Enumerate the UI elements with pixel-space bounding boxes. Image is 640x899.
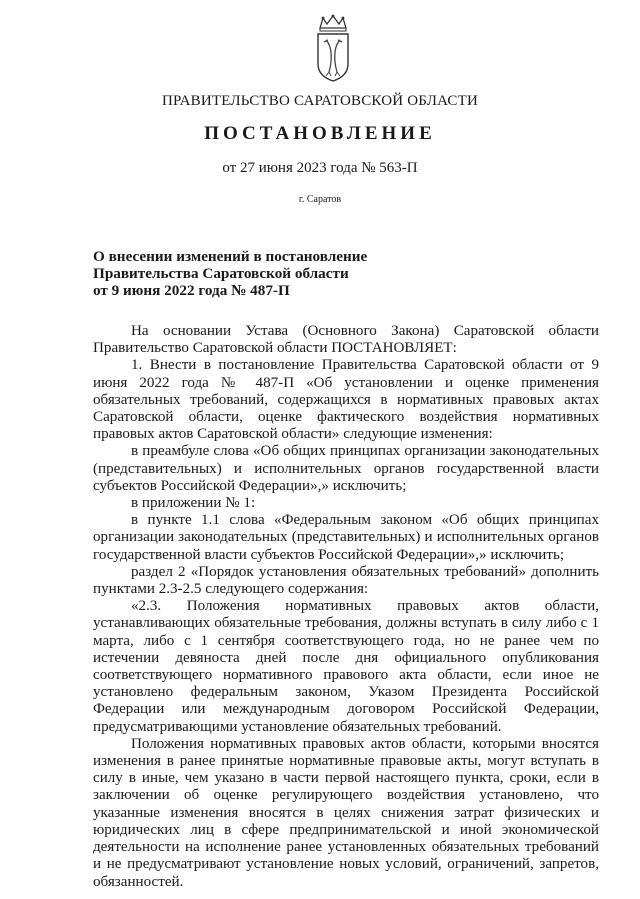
subject-line: О внесении изменений в постановление: [93, 248, 368, 265]
body-paragraph: «2.3. Положения нормативных правовых актов области, устанавливающих обязательные требования, должны вступать в силу либо с 1 марта, либо с 1 сентября соответствующего года, но не ранее чем по истечении девяноста дней после дня официального опубликования соответствующего нормативного правового акта области, если иное не установлено федеральным законом, Указом Президента Российской Федерации или международным договором Российской Федерации, предусматривающими установление обязательных требований.: [93, 598, 599, 735]
body-paragraph: в преамбуле слова «Об общих принципах организации законодательных (представительных) и исполнительных органов государственной власти субъектов Российской Федерации»,» исключить;: [93, 443, 599, 494]
document-date-number: от 27 июня 2023 года № 563-П: [222, 160, 418, 176]
subject-line: Правительства Саратовской области: [93, 265, 349, 282]
body-paragraph: раздел 2 «Порядок установления обязательных требований» дополнить пунктами 2.3-2.5 следующего содержания:: [93, 563, 599, 598]
saratov-coat-of-arms-icon: [314, 14, 352, 84]
document-subject: [93, 248, 513, 299]
body-paragraph: в пункте 1.1 слова «Федеральным законом «Об общих принципах организации законодательных (представительных) и исполнительных органов государственной власти субъектов Российской Федерации»,» исключить;: [93, 512, 599, 563]
subject-line: от 9 июня 2022 года № 487-П: [93, 282, 290, 299]
document-type: ПОСТАНОВЛЕНИЕ: [204, 123, 436, 144]
document-city: г. Саратов: [298, 194, 342, 205]
body-paragraph: в приложении № 1:: [131, 495, 256, 512]
body-paragraph: На основании Устава (Основного Закона) Саратовской области Правительство Саратовской области ПОСТАНОВЛЯЕТ:: [93, 323, 599, 357]
document-body: [93, 323, 599, 891]
body-paragraph: Положения нормативных правовых актов области, которыми вносятся изменения в ранее принятые нормативные правовые акты, могут вступать в силу в иные, чем указано в части первой настоящего пункта, сроки, если в заключении об оценке регулирующего воздействия установлено, что указанные изменения вносятся в целях снижения затрат физических и юридических лиц в сфере предпринимательской и иной экономической деятельности на исполнение ранее установленных обязательных требований и не предусматривают установление новых условий, ограничений, запретов, обязанностей.: [93, 735, 599, 890]
body-paragraph: 1. Внести в постановление Правительства Саратовской области от 9 июня 2022 года № 487-П «Об установлении и оценке применения обязательных требований, содержащихся в нормативных правовых актах Саратовской области, оценке фактического воздействия нормативных правовых актов Саратовской области» следующие изменения:: [93, 357, 599, 443]
organization-name: ПРАВИТЕЛЬСТВО САРАТОВСКОЙ ОБЛАСТИ: [161, 93, 479, 109]
